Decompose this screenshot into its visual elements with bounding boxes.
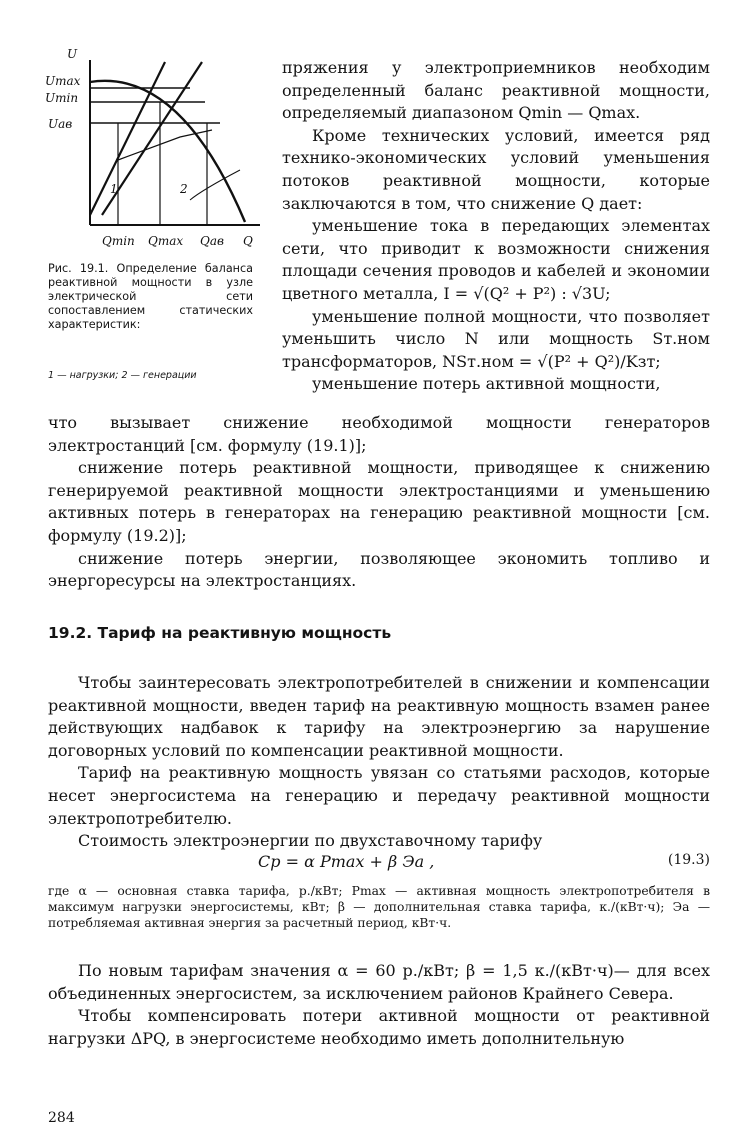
- curve-2-label: 2: [180, 182, 188, 196]
- closing-text: [48, 960, 710, 1050]
- qav-label: Qав: [200, 234, 224, 248]
- right-column: [282, 57, 710, 396]
- paragraph: уменьшение тока в передающих элементах сети, что приводит к возможности снижения площади сечения проводов и кабелей и экономии цветного металла, I = √(Q² + P²) : √3U;: [282, 216, 710, 303]
- qmax-label: Qmax: [148, 234, 184, 248]
- uav-label: Uав: [48, 117, 73, 131]
- figure-caption: Рис. 19.1. Определение баланса реактивной мощности в узле электрической сети сопоставлением статических характеристик:: [48, 262, 253, 331]
- paragraph: снижение потерь энергии, позволяющее экономить топливо и энергоресурсы на электростанциях.: [48, 548, 710, 591]
- page-number: 284: [48, 1110, 75, 1126]
- paragraph: уменьшение полной мощности, что позволяет уменьшить число N или мощность Sт.ном трансформаторов, NSт.ном = √(P² + Q²)/Kзт;: [282, 306, 710, 371]
- full-width-text: [48, 412, 710, 593]
- figure-19-1: [30, 40, 270, 260]
- section-text: [48, 672, 710, 853]
- balance-polyline: [118, 130, 212, 160]
- paragraph: что вызывает снижение необходимой мощности генераторов электростанций [см. формулу (19.1)];: [48, 413, 710, 455]
- paragraph: пряжения у электроприемников необходим определенный баланс реактивной мощности, определяемый диапазоном Qmin — Qmax.: [282, 58, 710, 123]
- formula-note: где α — основная ставка тарифа, р./кВт; Pmax — активная мощность электропотребителя в максимум нагрузки энергосистемы, кВт; β — дополнительная ставка тарифа, к./(кВт·ч); Эа — потребляемая активная энергия за расчетный период, кВт·ч.: [48, 884, 710, 931]
- curve-1-label: 1: [110, 182, 118, 196]
- umin-label: Umin: [45, 91, 79, 105]
- q-axis-label: Q: [243, 234, 253, 248]
- formula-number: (19.3): [667, 852, 710, 868]
- paragraph: По новым тарифам значения α = 60 р./кВт; β = 1,5 к./(кВт·ч)— для всех объединенных энергосистем, за исключением районов Крайнего Севера.: [48, 961, 710, 1003]
- paragraph: Тариф на реактивную мощность увязан со статьями расходов, которые несет энергосистема на генерацию и передачу реактивной мощности электропотребителю.: [48, 763, 710, 828]
- paragraph: уменьшение потерь активной мощности,: [312, 374, 661, 394]
- paragraph: Чтобы компенсировать потери активной мощности от реактивной нагрузки ΔPQ, в энергосистеме необходимо иметь дополнительную: [48, 1006, 710, 1048]
- qmin-label: Qmin: [102, 234, 135, 248]
- paragraph: Кроме технических условий, имеется ряд технико-экономических условий уменьшения потоков реактивной мощности, которые заключаются в том, что снижение Q дает:: [282, 125, 710, 213]
- section-heading: 19.2. Тариф на реактивную мощность: [48, 624, 392, 642]
- formula: Cp = α Pmax + β Эа ,: [258, 852, 435, 871]
- y-axis-label: U: [67, 47, 78, 61]
- umax-label: Umax: [45, 74, 81, 88]
- paragraph: Стоимость электроэнергии по двухставочному тарифу: [78, 831, 543, 851]
- paragraph: снижение потерь реактивной мощности, приводящее к снижению генерируемой реактивной мощности электростанциями и уменьшению активных потерь в генераторах на генерацию реактивной мощности [см. формулу (19.2)];: [48, 458, 710, 545]
- paragraph: Чтобы заинтересовать электропотребителей в снижении и компенсации реактивной мощности, введен тариф на реактивную мощность взамен ранее действующих надбавок к тарифу на электроэнергию за нарушение договорных условий по компенсации реактивной мощности.: [48, 673, 710, 760]
- figure-legend: 1 — нагрузки; 2 — генерации: [48, 370, 197, 381]
